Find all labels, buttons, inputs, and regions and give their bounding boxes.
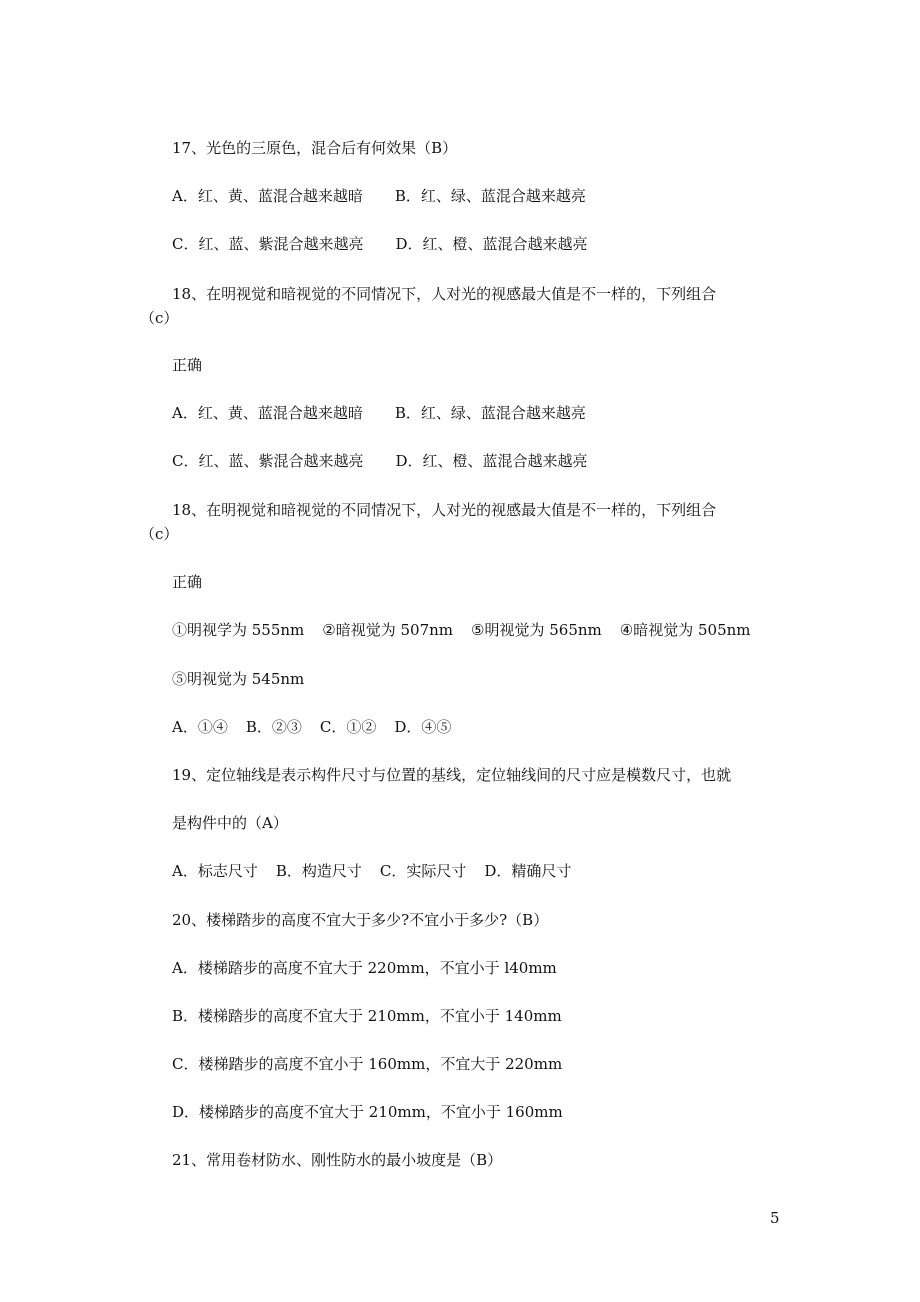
question-20-option-c: C．楼梯踏步的高度不宜小于 160mm，不宜大于 220mm — [172, 1055, 563, 1073]
question-19-cont: 是构件中的（A） — [172, 814, 288, 832]
option-d: D．红、橙、蓝混合越来越亮 — [395, 235, 588, 253]
question-18-correct: 正确 — [172, 356, 203, 374]
option-c: C．红、蓝、紫混合越来越亮 — [172, 235, 364, 253]
option-a: A．①④ — [172, 718, 228, 736]
option-c: C．实际尺寸 — [379, 862, 467, 880]
option-d: D．红、橙、蓝混合越来越亮 — [395, 452, 588, 470]
item-3: ⑤明视觉为 565nm — [471, 621, 602, 639]
question-20-option-d: D．楼梯踏步的高度不宜大于 210mm，不宜小于 160mm — [172, 1103, 563, 1121]
option-b: B．②③ — [245, 718, 302, 736]
question-18-answer: （c） — [140, 309, 179, 327]
question-17-options-cd — [172, 234, 588, 254]
question-19: 19、定位轴线是表示构件尺寸与位置的基线，定位轴线间的尺寸应是模数尺寸，也就 — [172, 766, 732, 784]
question-18: 18、在明视觉和暗视觉的不同情况下，人对光的视感最大值是不一样的，下列组合 — [172, 285, 717, 303]
question-17-options-ab — [172, 186, 586, 206]
question-20-option-b: B．楼梯踏步的高度不宜大于 210mm，不宜小于 140mm — [172, 1007, 562, 1025]
wavelength-item-5: ⑤明视觉为 545nm — [172, 670, 305, 688]
question-21: 21、常用卷材防水、刚性防水的最小坡度是（B） — [172, 1151, 503, 1169]
option-b: B．红、绿、蓝混合越来越亮 — [394, 187, 586, 205]
item-4: ④暗视觉为 505nm — [619, 621, 751, 639]
question-20: 20、楼梯踏步的高度不宜大于多少?不宜小于多少?（B） — [172, 911, 549, 929]
option-c: C．红、蓝、紫混合越来越亮 — [172, 452, 364, 470]
question-17: 17、光色的三原色，混合后有何效果（B） — [172, 139, 458, 157]
item-2: ②暗视觉为 507nm — [322, 621, 454, 639]
combination-options — [172, 717, 451, 737]
question-18-options-cd — [172, 451, 588, 471]
question-18-repeat: 18、在明视觉和暗视觉的不同情况下，人对光的视感最大值是不一样的，下列组合 — [172, 501, 717, 519]
option-c: C．①② — [319, 718, 377, 736]
option-d: D．精确尺寸 — [484, 862, 572, 880]
option-b: B．构造尺寸 — [275, 862, 362, 880]
question-18-options-ab — [172, 403, 586, 423]
question-18-repeat-correct: 正确 — [172, 573, 203, 591]
option-b: B．红、绿、蓝混合越来越亮 — [394, 404, 586, 422]
question-20-option-a: A．楼梯踏步的高度不宜大于 220mm，不宜小于 l40mm — [172, 959, 557, 977]
page-number: 5 — [770, 1209, 780, 1227]
item-1: ①明视学为 555nm — [172, 621, 305, 639]
option-d: D．④⑤ — [394, 718, 452, 736]
question-19-options — [172, 861, 571, 881]
wavelength-items — [172, 620, 751, 640]
question-18-repeat-answer: （c） — [140, 525, 179, 543]
option-a: A．标志尺寸 — [172, 862, 258, 880]
option-a: A．红、黄、蓝混合越来越暗 — [172, 187, 363, 205]
option-a: A．红、黄、蓝混合越来越暗 — [172, 404, 363, 422]
